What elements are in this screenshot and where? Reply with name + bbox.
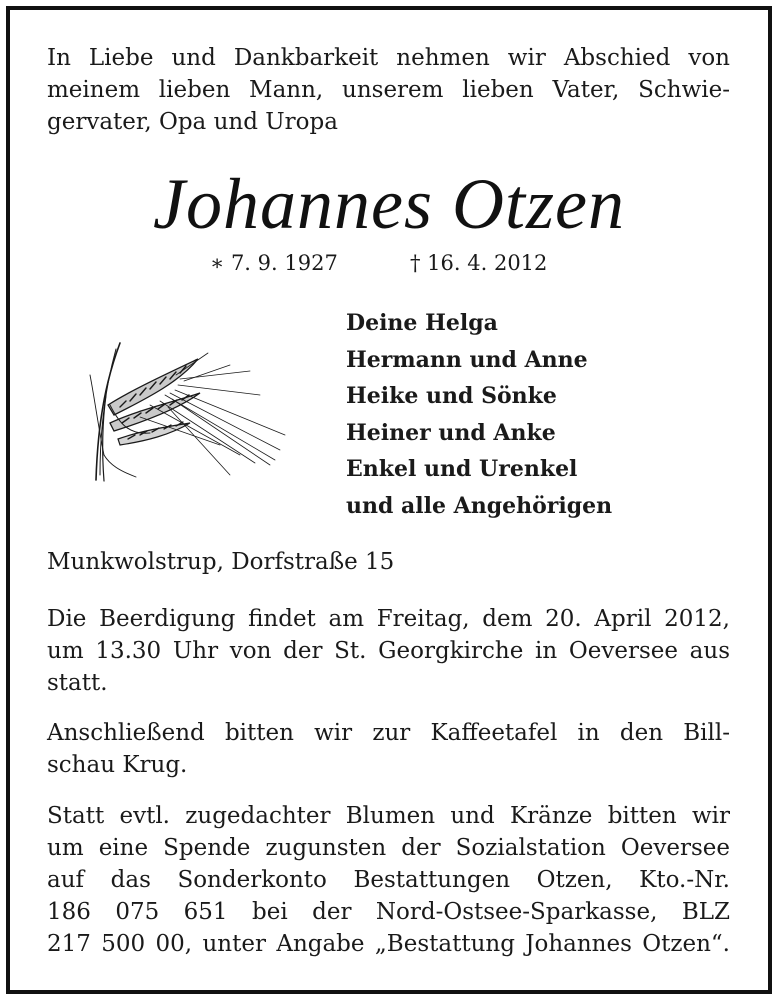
- mourner-name: Hermann und Anne: [346, 346, 588, 373]
- deceased-name: Johannes Otzen: [153, 164, 625, 244]
- wheat-icon: [80, 335, 290, 485]
- mourner-name: Deine Helga: [346, 310, 498, 336]
- funeral-line: statt.: [47, 670, 108, 696]
- address: Munkwolstrup, Dorfstraße 15: [47, 549, 395, 575]
- mourner-name: Heiner und Anke: [346, 419, 556, 446]
- donation-line: 217 500 00, unter Angabe „Bestattung Johannes Otzen“.: [47, 931, 730, 957]
- intro-paragraph: [47, 42, 730, 138]
- donation-line: um eine Spende zugunsten der Sozialstation Oeversee: [47, 835, 730, 861]
- reception-line: Anschließend bitten wir zur Kaffeetafel in den Bill-: [47, 720, 730, 746]
- donation-line: Statt evtl. zugedachter Blumen und Kränze bitten wir: [47, 803, 730, 829]
- birth-date: ∗ 7. 9. 1927: [210, 251, 338, 275]
- mourner-name: und alle Angehörigen: [346, 492, 613, 519]
- donation-line: 186 075 651 bei der Nord-Ostsee-Sparkasse, BLZ: [47, 899, 730, 925]
- donation-line: auf das Sonderkonto Bestattungen Otzen, Kto.-Nr.: [47, 867, 730, 893]
- funeral-line: um 13.30 Uhr von der St. Georgkirche in Oeversee aus: [47, 638, 730, 664]
- mourner-name: Heike und Sönke: [346, 383, 557, 409]
- mourner-name: Enkel und Urenkel: [346, 456, 578, 482]
- funeral-paragraph: [47, 603, 730, 699]
- reception-line: schau Krug.: [47, 752, 188, 778]
- mourners-list: [346, 305, 612, 524]
- funeral-line: Die Beerdigung findet am Freitag, dem 20. April 2012,: [47, 606, 730, 632]
- intro-line: meinem lieben Mann, unserem lieben Vater, Schwie-: [47, 77, 730, 103]
- reception-paragraph: [47, 717, 730, 781]
- donation-paragraph: [47, 800, 730, 960]
- intro-line: In Liebe und Dankbarkeit nehmen wir Abschied von: [47, 45, 730, 71]
- death-date: † 16. 4. 2012: [410, 251, 548, 275]
- intro-line: gervater, Opa und Uropa: [47, 109, 338, 135]
